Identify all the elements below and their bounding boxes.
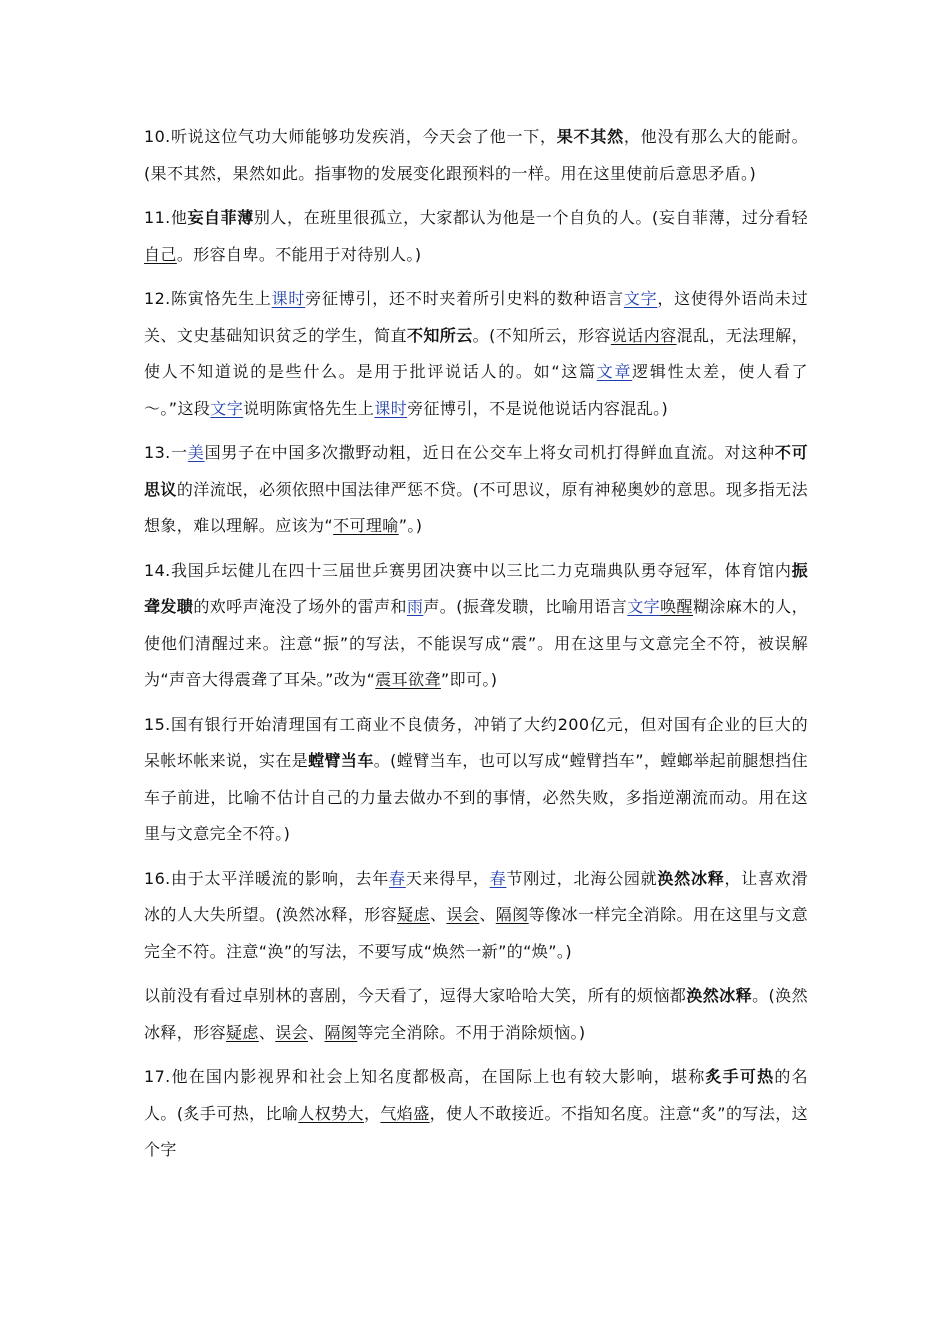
underlined-word: 人权势大 (298, 1103, 364, 1123)
paragraph-text: 、 (308, 1022, 325, 1042)
paragraph-10 (144, 119, 808, 192)
underlined-word: 自己 (144, 244, 177, 264)
paragraph-16-example-2 (144, 978, 808, 1051)
paragraph-text: 等完全消除。不用于消除烦恼。) (357, 1022, 586, 1042)
paragraph-text: 。(螳臂当车，也可以写成“螳臂挡车”，螳螂举起前腿想挡住车子前进，比喻不估计自己的力量去做办不到的事情，必然失败，多指逆潮流而动。用在这里与文意完全不符。) (144, 751, 808, 843)
paragraph-15 (144, 707, 808, 853)
underlined-word: 唤醒 (660, 597, 693, 616)
underlined-word: 隔阂 (495, 905, 529, 924)
paragraph-text: 的名人。(炙手可热，比喻 (144, 1067, 808, 1123)
idiom-term: 不可思议 (144, 443, 809, 499)
paragraph-12 (144, 281, 808, 427)
paragraph-text: 的洋流氓，必须依照中国法律严惩不贷。(不可思议，原有神秘奥妙的意思。现多指无法想象，难以理解。应该为“ (144, 479, 808, 535)
hyperlink[interactable]: 课时 (271, 289, 306, 308)
hyperlink[interactable]: 文字 (627, 597, 661, 616)
paragraph-text: 糊涂麻木的人，使他们清醒过来。注意“振”的写法，不能误写成“震”。用在这里与文意完全不符，被误解为“声音大得震聋了耳朵。”改为“ (144, 597, 808, 689)
underlined-word: 误会 (446, 905, 480, 924)
idiom-term: 不知所云 (406, 325, 473, 345)
paragraph-text: 13.一 (144, 443, 188, 462)
idiom-term: 涣然冰释 (657, 868, 725, 888)
underlined-word: 疑虑 (226, 1022, 259, 1042)
underlined-word: 说话内容 (610, 325, 677, 345)
paragraph-14 (144, 553, 808, 699)
hyperlink[interactable]: 美 (187, 443, 205, 462)
paragraph-11 (144, 200, 808, 273)
paragraph-text: 12.陈寅恪先生上 (144, 289, 272, 308)
paragraph-text: 16.由于太平洋暖流的影响，去年 (144, 868, 390, 888)
hyperlink[interactable]: 课时 (374, 398, 408, 418)
paragraph-text: 以前没有看过卓别林的喜剧，今天看了，逗得大家哈哈大笑，所有的烦恼都 (144, 986, 687, 1005)
paragraph-text: ， (363, 1103, 381, 1123)
paragraph-text: 的欢呼声淹没了场外的雷声和 (193, 597, 407, 616)
paragraph-text: 、 (430, 905, 447, 924)
paragraph-text: 旁征博引，还不时夹着所引史料的数种语言 (305, 289, 624, 308)
paragraph-text: 别人，在班里很孤立，大家都认为他是一个自负的人。(妄自菲薄，过分看轻 (253, 208, 809, 227)
hyperlink[interactable]: 春 (389, 868, 406, 888)
paragraph-text: ，这使得外语尚未过关、文史基础知识贫乏的学生，简直 (144, 289, 808, 345)
underlined-word: 不可理喻 (333, 516, 399, 535)
idiom-term: 炙手可热 (705, 1067, 775, 1086)
paragraph-text: 说明陈寅恪先生上 (243, 398, 375, 418)
paragraph-text: ，使人不敢接近。不指知名度。注意“炙”的写法，这个字 (144, 1103, 808, 1159)
paragraph-16 (144, 861, 808, 971)
paragraph-text: 11.他 (144, 208, 188, 227)
underlined-word: 误会 (275, 1022, 309, 1042)
paragraph-text: ”即可。) (440, 670, 498, 689)
underlined-word: 隔阂 (324, 1022, 358, 1042)
paragraph-text: 14.我国乒坛健儿在四十三届世乒赛男团决赛中以三比二力克瑞典队勇夺冠军，体育馆内 (144, 560, 792, 580)
document-page (144, 119, 808, 1177)
paragraph-text: 混乱，无法理解，使人不知道说的是些什么。是用于批评说话人的。如“这篇 (144, 325, 808, 381)
paragraph-text: ，让喜欢滑冰的人大失所望。(涣然冰释，形容 (144, 868, 808, 924)
idiom-term: 果不其然 (556, 127, 624, 146)
paragraph-13 (144, 435, 808, 545)
paragraph-text: 等像冰一样完全消除。用在这里与文意完全不符。注意“涣”的写法，不要写成“焕然一新”的“焕”。) (144, 905, 808, 961)
hyperlink[interactable]: 文章 (596, 362, 633, 381)
paragraph-text: 。(涣然冰释，形容 (144, 986, 809, 1042)
paragraph-text: 天来得早， (405, 868, 490, 888)
paragraph-text: 旁征博引，不是说他说话内容混乱。) (407, 398, 669, 418)
idiom-term: 螳臂当车 (308, 751, 374, 770)
paragraph-text: 逻辑性太差，使人看了～。”这段 (144, 362, 808, 418)
idiom-term: 涣然冰释 (686, 986, 753, 1005)
underlined-word: 气焰盛 (380, 1103, 430, 1123)
idiom-term: 振聋发聩 (144, 560, 808, 616)
hyperlink[interactable]: 雨 (406, 597, 424, 616)
paragraph-text: 、 (479, 905, 496, 924)
paragraph-text: 声。(振聋发聩，比喻用语言 (423, 597, 628, 616)
hyperlink[interactable]: 春 (489, 868, 507, 888)
paragraph-text: 国男子在中国多次撒野动粗，近日在公交车上将女司机打得鲜血直流。对这种 (204, 443, 775, 462)
paragraph-text: 。(不知所云，形容 (472, 325, 611, 345)
hyperlink[interactable]: 文字 (210, 398, 244, 418)
paragraph-17 (144, 1059, 808, 1169)
underlined-word: 震耳欲聋 (375, 670, 441, 689)
paragraph-text: 、 (258, 1022, 276, 1042)
paragraph-text: ，他没有那么大的能耐。(果不其然，果然如此。指事物的发展变化跟预料的一样。用在这里使前后意思矛盾。) (144, 127, 808, 183)
paragraph-text: ”。) (398, 516, 423, 535)
paragraph-text: 15.国有银行开始清理国有工商业不良债务，冲销了大约200亿元，但对国有企业的巨大的呆帐坏帐来说，实在是 (144, 714, 808, 770)
paragraph-text: 节刚过，北海公园就 (506, 868, 658, 888)
underlined-word: 疑虑 (397, 905, 431, 924)
paragraph-text: 17.他在国内影视界和社会上知名度都极高，在国际上也有较大影响，堪称 (144, 1067, 706, 1086)
paragraph-text: 10.听说这位气功大师能够功发疾消，今天会了他一下， (144, 127, 557, 146)
paragraph-text: 。形容自卑。不能用于对待别人。) (176, 244, 422, 264)
idiom-term: 妄自菲薄 (187, 208, 254, 227)
hyperlink[interactable]: 文字 (623, 289, 658, 308)
